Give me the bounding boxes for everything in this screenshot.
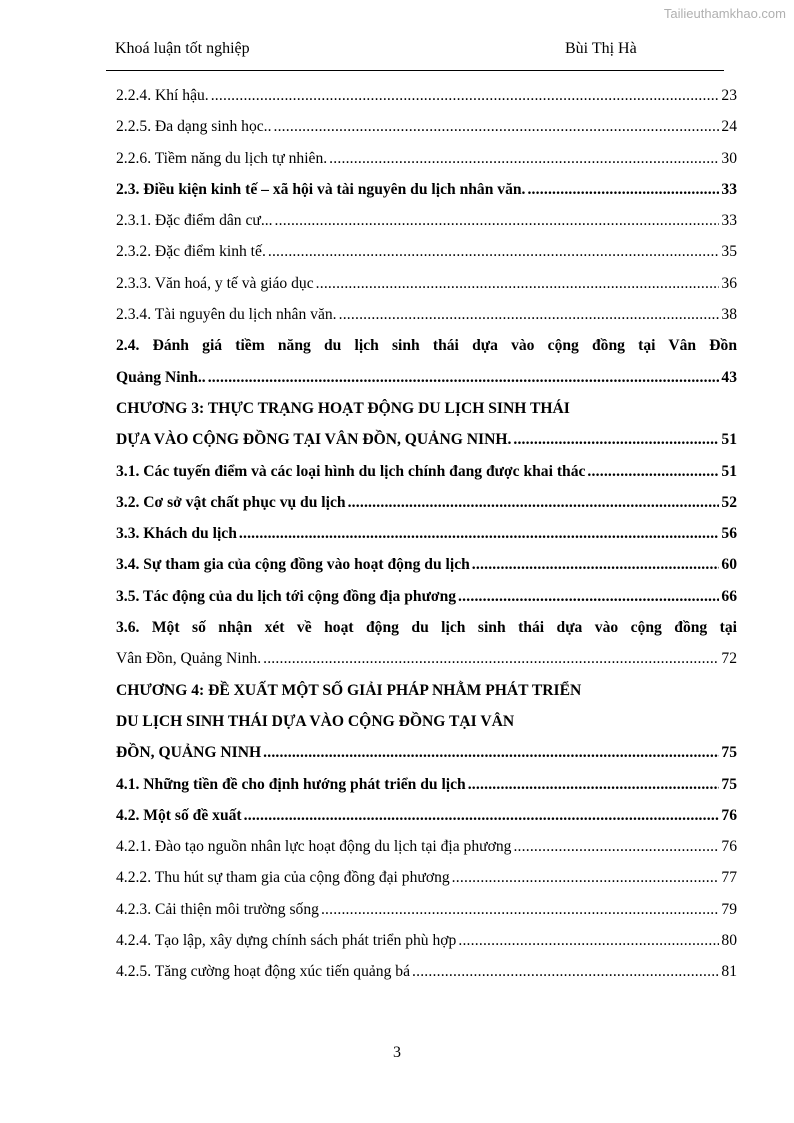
toc-entry-page: 81: [721, 963, 737, 981]
toc-entry[interactable]: 2.4. Đánh giá tiềm năng du lịch sinh thái dựa vào cộng đồng tại Vân Đồn: [116, 337, 737, 355]
toc-entry-label: 2.2.5. Đa dạng sinh học..: [116, 118, 272, 136]
toc-leader-dots: [587, 456, 719, 487]
toc-leader-dots: [275, 205, 720, 236]
toc-entry-page: 33: [721, 180, 737, 198]
toc-entry-page: 23: [721, 87, 737, 104]
toc-entry-page: 75: [721, 744, 737, 762]
toc-entry-label: 2.3.3. Văn hoá, y tế và giáo dục: [116, 274, 314, 292]
toc-entry[interactable]: [116, 737, 737, 768]
toc-entry[interactable]: [116, 268, 737, 299]
header-title: Khoá luận tốt nghiệp: [115, 40, 250, 57]
toc-entry-label: 3.3. Khách du lịch: [116, 525, 237, 543]
toc-leader-dots: [208, 362, 720, 393]
toc-entry-label: 3.5. Tác động của du lịch tới cộng đồng địa phương: [116, 587, 457, 605]
toc-entry[interactable]: [116, 487, 737, 518]
toc-leader-dots: [211, 80, 720, 111]
toc-entry-label: Vân Đồn, Quảng Ninh.: [116, 650, 262, 668]
toc-leader-dots: [339, 299, 720, 330]
toc-entry-label: 3.2. Cơ sở vật chất phục vụ du lịch: [116, 493, 346, 511]
toc-entry-page: 77: [721, 869, 737, 887]
toc-leader-dots: [412, 956, 719, 987]
toc-leader-dots: [263, 643, 719, 674]
toc-entry-label: 2.2.6. Tiềm năng du lịch tự nhiên.: [116, 149, 328, 167]
toc-leader-dots: [263, 737, 719, 768]
toc-entry-label: 2.2.4. Khí hậu.: [116, 87, 209, 104]
toc-leader-dots: [472, 549, 720, 580]
toc-entry-page: 66: [721, 587, 737, 605]
toc-entry-label: CHƯƠNG 3: THỰC TRẠNG HOẠT ĐỘNG DU LỊCH SINH THÁI: [116, 399, 570, 417]
toc-entry[interactable]: [116, 111, 737, 142]
toc-leader-dots: [458, 581, 719, 612]
toc-leader-dots: [513, 424, 719, 455]
toc-entry-label: 4.2. Một số đề xuất: [116, 806, 242, 824]
toc-entry-label: 2.3.2. Đặc điểm kinh tế.: [116, 243, 266, 261]
toc-entry-label: CHƯƠNG 4: ĐỀ XUẤT MỘT SỐ GIẢI PHÁP NHẰM PHÁT TRIỂN: [116, 681, 582, 699]
toc-entry-label: 2.3.1. Đặc điểm dân cư...: [116, 212, 273, 230]
toc-entry-page: 43: [721, 368, 737, 386]
toc-entry[interactable]: [116, 862, 737, 893]
toc-leader-dots: [452, 862, 720, 893]
toc-entry[interactable]: [116, 174, 737, 205]
toc-entry-page: 35: [721, 243, 737, 261]
toc-entry-label: 4.2.3. Cải thiện môi trường sống: [116, 900, 319, 918]
toc-entry-page: 72: [721, 650, 737, 668]
toc-leader-dots: [458, 925, 719, 956]
toc-entry-page: 76: [721, 838, 737, 856]
toc-entry[interactable]: [116, 549, 737, 580]
toc-leader-dots: [273, 111, 719, 142]
toc-entry-page: 51: [721, 431, 737, 449]
toc-entry-label: 3.1. Các tuyến điểm và các loại hình du lịch chính đang được khai thác: [116, 462, 586, 480]
toc-entry-page: 60: [721, 556, 737, 574]
toc-entry[interactable]: [116, 925, 737, 956]
toc-entry[interactable]: [116, 393, 737, 424]
toc-entry[interactable]: [116, 581, 737, 612]
toc-entry-label: 4.2.4. Tạo lập, xây dựng chính sách phát triển phù hợp: [116, 932, 457, 950]
toc-entry-page: 33: [721, 212, 737, 230]
toc-entry[interactable]: [116, 80, 737, 111]
toc-entry[interactable]: [116, 800, 737, 831]
toc-entry-page: 75: [721, 775, 737, 793]
toc-entry[interactable]: [116, 236, 737, 267]
toc-entry[interactable]: [116, 456, 737, 487]
toc-entry[interactable]: [116, 675, 737, 706]
toc-entry[interactable]: [116, 299, 737, 330]
toc-entry-page: 80: [721, 932, 737, 950]
toc-entry-label: 3.4. Sự tham gia của cộng đồng vào hoạt động du lịch: [116, 556, 470, 574]
toc-leader-dots: [348, 487, 720, 518]
toc-entry-label: DỰA VÀO CỘNG ĐỒNG TẠI VÂN ĐỒN, QUẢNG NINH.: [116, 431, 512, 449]
toc-entry[interactable]: [116, 205, 737, 236]
toc-entry[interactable]: [116, 143, 737, 174]
toc-entry-page: 79: [721, 900, 737, 918]
toc-entry[interactable]: [116, 643, 737, 674]
table-of-contents: [116, 80, 737, 988]
toc-entry[interactable]: [116, 706, 737, 737]
toc-leader-dots: [316, 268, 720, 299]
toc-entry-label: 2.3.4. Tài nguyên du lịch nhân văn.: [116, 306, 337, 324]
toc-entry-label: 2.3. Điều kiện kinh tế – xã hội và tài nguyên du lịch nhân văn.: [116, 180, 526, 198]
toc-entry-label: ĐỒN, QUẢNG NINH: [116, 744, 262, 762]
page-number: 3: [393, 1044, 401, 1061]
watermark: Tailieuthamkhao.com: [663, 6, 786, 21]
toc-entry-page: 24: [721, 118, 737, 136]
toc-leader-dots: [513, 831, 719, 862]
toc-entry-label: 4.2.5. Tăng cường hoạt động xúc tiến quảng bá: [116, 963, 411, 981]
toc-leader-dots: [527, 174, 719, 205]
toc-leader-dots: [321, 894, 719, 925]
toc-leader-dots: [468, 769, 720, 800]
toc-entry-page: 52: [721, 493, 737, 511]
toc-entry-label: DU LỊCH SINH THÁI DỰA VÀO CỘNG ĐỒNG TẠI VÂN: [116, 712, 515, 730]
toc-entry[interactable]: [116, 362, 737, 393]
toc-entry-page: 38: [721, 306, 737, 324]
toc-entry-label: Quảng Ninh..: [116, 368, 206, 386]
toc-entry-label: 4.2.1. Đào tạo nguồn nhân lực hoạt động du lịch tại địa phương: [116, 838, 512, 856]
toc-entry-page: 30: [721, 149, 737, 167]
toc-leader-dots: [239, 518, 720, 549]
toc-entry[interactable]: [116, 894, 737, 925]
toc-leader-dots: [244, 800, 720, 831]
toc-entry-page: 56: [721, 525, 737, 543]
toc-entry-page: 36: [721, 274, 737, 292]
toc-entry[interactable]: [116, 769, 737, 800]
header-rule: [106, 70, 724, 71]
header-author: Bùi Thị Hà: [565, 40, 637, 57]
toc-entry[interactable]: [116, 956, 737, 987]
toc-entry[interactable]: [116, 831, 737, 862]
toc-entry-label: 4.1. Những tiền đề cho định hướng phát triển du lịch: [116, 775, 466, 793]
toc-leader-dots: [329, 143, 719, 174]
toc-entry-page: 76: [721, 806, 737, 824]
toc-entry-page: 51: [721, 462, 737, 480]
toc-entry-label: 4.2.2. Thu hút sự tham gia của cộng đồng đại phương: [116, 869, 450, 887]
toc-entry[interactable]: 3.6. Một số nhận xét về hoạt động du lịch sinh thái dựa vào cộng đồng tại: [116, 619, 737, 637]
toc-entry[interactable]: [116, 518, 737, 549]
toc-entry[interactable]: [116, 424, 737, 455]
toc-leader-dots: [268, 236, 720, 267]
